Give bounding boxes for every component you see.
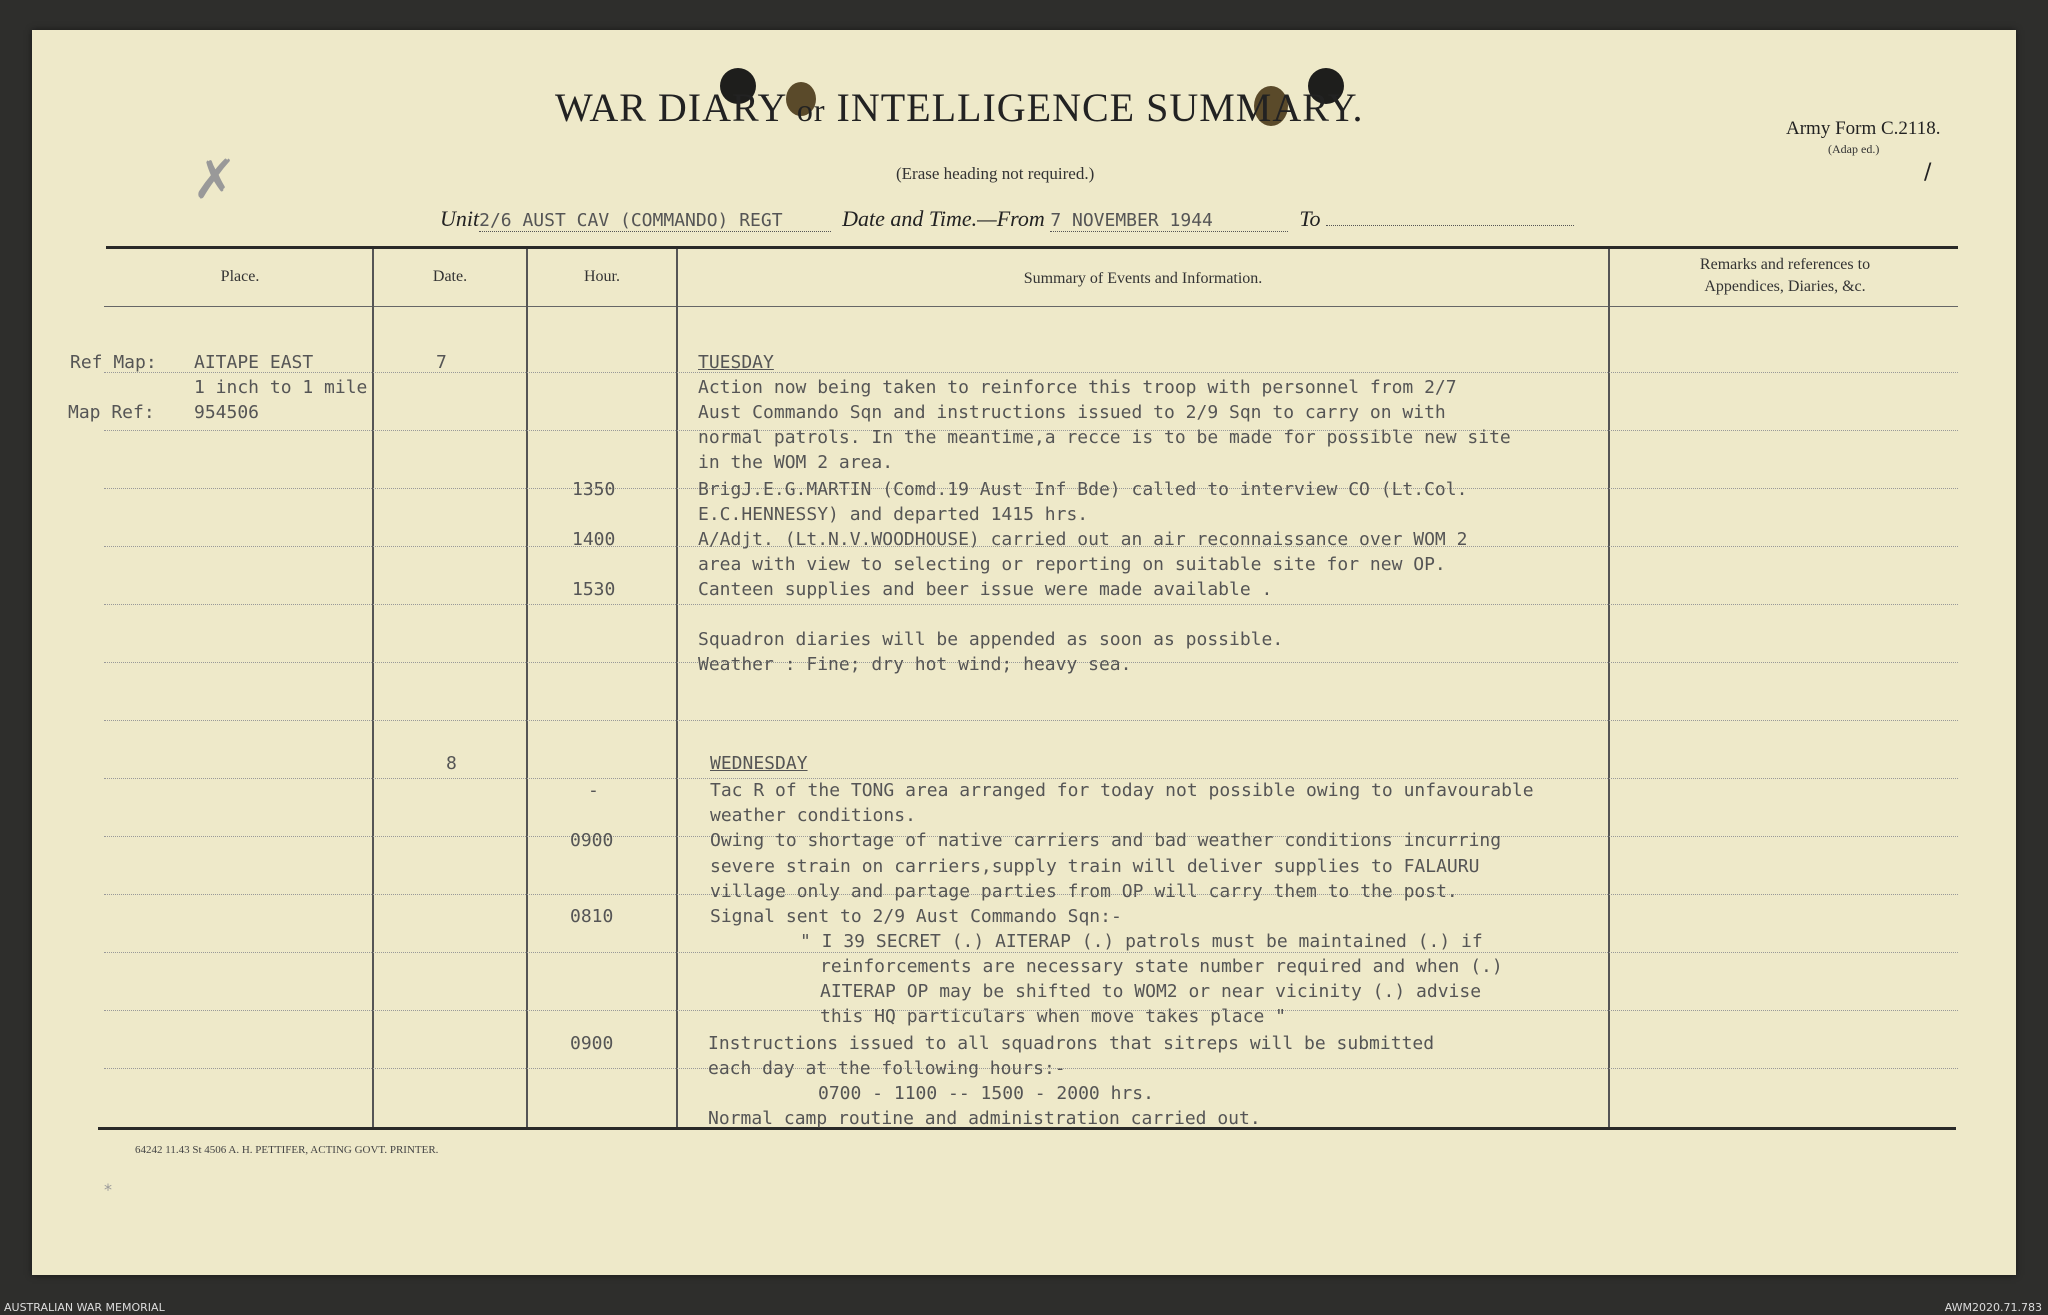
summary-line: Squadron diaries will be appended as soon as possible. [698,629,1284,650]
summary-line: Normal camp routine and administration carried out. [708,1108,1261,1129]
summary-line: village only and partage parties from OP will carry them to the post. [710,881,1458,902]
pen-tick: / [1924,160,1932,185]
unit-value: 2/6 AUST CAV (COMMANDO) REGT [479,210,831,232]
col-divider-summary [1608,249,1610,1127]
ruled-line [104,604,1958,605]
col-divider-date [526,249,528,1127]
signal-line: " I 39 SECRET (.) AITERAP (.) patrols must be maintained (.) if [800,931,1483,952]
footer-credit: AUSTRALIAN WAR MEMORIAL [4,1301,165,1314]
summary-line: A/Adjt. (Lt.N.V.WOODHOUSE) carried out an air reconnaissance over WOM 2 [698,529,1468,550]
ruled-line [104,720,1958,721]
army-form-number: Army Form C.2118. [1786,118,1941,139]
summary-line: weather conditions. [710,805,916,826]
map-ref-label: Map Ref: [68,402,155,423]
ruled-line [104,952,1958,953]
ruled-line [104,778,1958,779]
pencil-mark: ✗ [192,148,238,211]
hour-entry: 1350 [572,479,616,500]
title-war-diary: WAR DIARY [555,85,786,130]
to-blank [1326,225,1574,226]
summary-line: in the WOM 2 area. [698,452,894,473]
summary-line: Weather : Fine; dry hot wind; heavy sea. [698,654,1132,675]
title-intelligence-summary: INTELLIGENCE SUMMARY. [836,85,1364,130]
table-top-rule [106,246,1958,249]
summary-line: Owing to shortage of native carriers and bad weather conditions incurring [710,830,1502,851]
map-ref-value: 954506 [194,402,260,423]
hour-entry: - [588,780,599,801]
adapted-note: (Adap ed.) [1828,142,1880,156]
summary-line: Action now being taken to reinforce this troop with personnel from 2/7 [698,377,1457,398]
header-place: Place. [220,268,260,285]
summary-line: 0700 - 1100 -- 1500 - 2000 hrs. [818,1083,1154,1104]
summary-line: Canteen supplies and beer issue were made available . [698,579,1273,600]
title-or: or [796,92,826,128]
form-subtitle: (Erase heading not required.) [896,164,1095,183]
footer-accession: AWM2020.71.783 [1944,1301,2042,1314]
summary-line: normal patrols. In the meantime,a recce is to be made for possible new site [698,427,1511,448]
hour-entry: 1400 [572,529,616,550]
form-title [555,84,1363,131]
summary-line: area with view to selecting or reporting on suitable site for new OP. [698,554,1446,575]
map-scale: 1 inch to 1 mile [194,377,368,398]
summary-line: Tac R of the TONG area arranged for today not possible owing to unfavourable [710,780,1534,801]
header-remarks-line2: Appendices, Diaries, &c. [1704,278,1866,295]
col-divider-hour [676,249,678,1127]
day-heading: TUESDAY [698,352,774,373]
summary-line: Signal sent to 2/9 Aust Commando Sqn:- [710,906,1122,927]
col-divider-place [372,249,374,1127]
header-hour: Hour. [584,268,620,285]
header-summary: Summary of Events and Information. [1023,270,1263,287]
unit-label: Unit [440,206,480,231]
summary-line: each day at the following hours:- [708,1058,1066,1079]
pencil-mark-small: * [104,1180,112,1199]
signal-line: AITERAP OP may be shifted to WOM2 or near vicinity (.) advise [820,981,1482,1002]
hour-entry: 0900 [570,830,614,851]
summary-line: Aust Commando Sqn and instructions issued to 2/9 Sqn to carry on with [698,402,1446,423]
header-date: Date. [432,268,468,285]
printer-imprint: 64242 11.43 St 4506 A. H. PETTIFER, ACTING GOVT. PRINTER. [135,1144,439,1156]
signal-line: this HQ particulars when move takes place " [820,1006,1286,1027]
hour-entry: 1530 [572,579,616,600]
date-entry: 8 [446,753,457,774]
date-from-value: 7 NOVEMBER 1944 [1050,210,1288,232]
summary-line: BrigJ.E.G.MARTIN (Comd.19 Aust Inf Bde) called to interview CO (Lt.Col. [698,479,1468,500]
header-bottom-rule [104,306,1958,307]
ref-map-value: AITAPE EAST [194,352,314,373]
signal-line: reinforcements are necessary state number required and when (.) [820,956,1503,977]
summary-line: E.C.HENNESSY) and departed 1415 hrs. [698,504,1089,525]
day-heading: WEDNESDAY [710,753,808,774]
unit-date-line [440,206,1574,232]
ruled-line [104,372,1958,373]
date-entry: 7 [436,352,447,373]
ref-map-label: Ref Map: [70,352,157,373]
date-label: Date and Time.—From [842,206,1045,231]
summary-line: severe strain on carriers,supply train will deliver supplies to FALAURU [710,856,1480,877]
hour-entry: 0900 [570,1033,614,1054]
hour-entry: 0810 [570,906,614,927]
header-remarks-line1: Remarks and references to [1699,256,1871,273]
summary-line: Instructions issued to all squadrons that sitreps will be submitted [708,1033,1435,1054]
header-remarks [1610,254,1960,298]
to-label: To [1299,206,1321,231]
